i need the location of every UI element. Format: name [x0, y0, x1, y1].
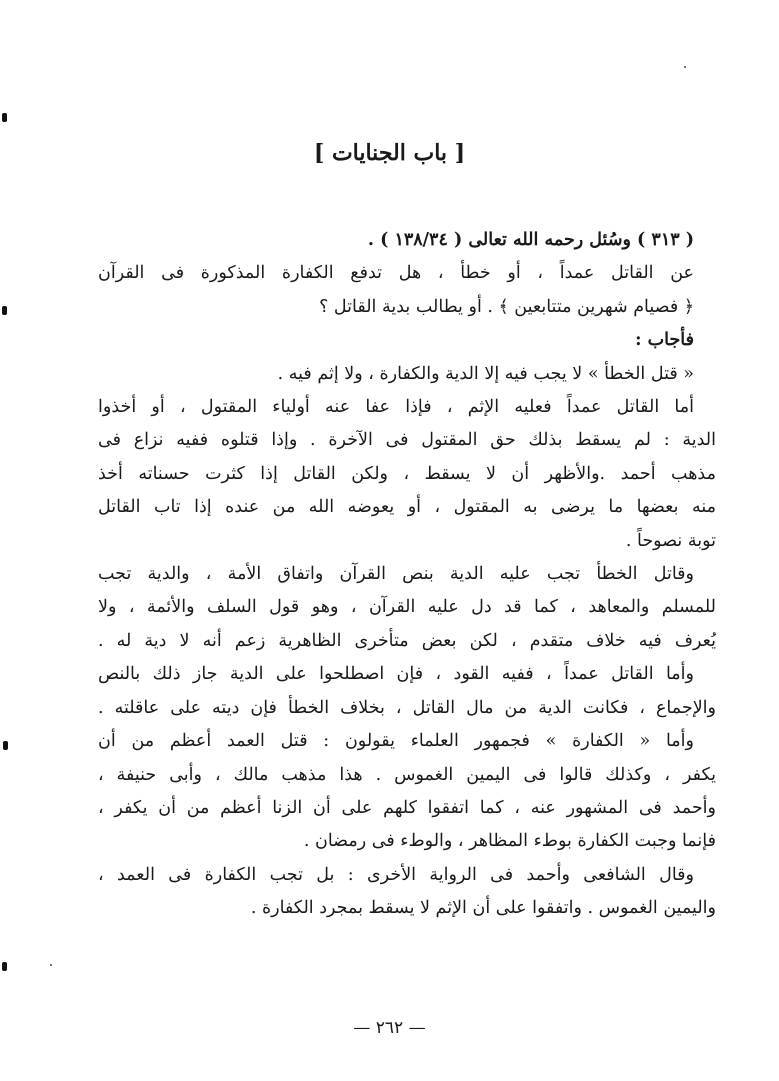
scan-mark	[2, 306, 7, 315]
question-heading: ( ٣١٣ ) وسُئل رحمه الله تعالى ( ١٣٨/٣٤ ) .	[367, 230, 694, 250]
answer-label: فأجاب :	[635, 330, 694, 351]
paragraph-line: يكفر ، وكذلك قالوا فى اليمين الغموس . هذا مذهب مالك ، وأبى حنيفة ،	[98, 764, 716, 785]
paragraph-line: توبة نصوحاً .	[625, 530, 716, 551]
paragraph-line: وأما « الكفارة » فجمهور العلماء يقولون : قتل العمد أعظم من أن	[98, 731, 694, 752]
paragraph-line: فإنما وجبت الكفارة بوطء المظاهر ، والوطء فى رمضان .	[303, 831, 716, 852]
paragraph-line: وأحمد فى المشهور عنه ، كما اتفقوا كلهم على أن الزنا أعظم من أن يكفر ،	[98, 797, 716, 818]
paragraph-line: واليمين الغموس . واتفقوا على أن الإثم لا يسقط بمجرد الكفارة .	[250, 898, 716, 919]
page-number: — ٢٦٢ —	[353, 1018, 426, 1038]
chapter-title: [ باب الجنايات ]	[313, 140, 466, 166]
paragraph-line: أما القاتل عمداً فعليه الإثم ، فإذا عفا عنه أولياء المقتول ، أو أخذوا	[98, 397, 694, 418]
paragraph-line: يُعرف فيه خلاف متقدم ، لكن بعض متأخرى الظاهرية زعم أنه لا دية له .	[98, 630, 716, 651]
paragraph-line: مذهب أحمد .والأظهر أن لا يسقط ، ولكن القاتل إذا كثرت حسناته أخذ	[98, 463, 716, 484]
question-line: عن القاتل عمداً ، أو خطأ ، هل تدفع الكفارة المذكورة فى القرآن	[98, 263, 694, 284]
scan-speck	[684, 66, 686, 68]
paragraph-line: وأما القاتل عمداً ، ففيه القود ، فإن اصطلحوا على الدية جاز ذلك بالنص	[98, 664, 694, 685]
body-text	[98, 224, 716, 926]
scan-speck	[50, 964, 52, 966]
paragraph-line: وقاتل الخطأ تجب عليه الدية بنص القرآن واتفاق الأمة ، والدية تجب	[98, 564, 694, 585]
paragraph-line: الدية : لم يسقط بذلك حق المقتول فى الآخرة . وإذا قتلوه ففيه نزاع فى	[98, 430, 716, 451]
scan-mark	[3, 741, 8, 750]
scan-mark	[2, 113, 7, 122]
paragraph-line: « قتل الخطأ » لا يجب فيه إلا الدية والكفارة ، ولا إثم فيه .	[277, 363, 694, 384]
question-line: ﴿ فصيام شهرين متتابعين ﴾ . أو يطالب بدية القاتل ؟	[319, 296, 694, 317]
paragraph-line: للمسلم والمعاهد ، كما قد دل عليه القرآن ، وهو قول السلف والأئمة ، ولا	[98, 597, 716, 618]
paragraph-line: منه بعضها ما يرضى به المقتول ، أو يعوضه الله من عنده إذا تاب القاتل	[98, 497, 716, 518]
paragraph-line: وقال الشافعى وأحمد فى الرواية الأخرى : بل تجب الكفارة فى العمد ،	[98, 864, 694, 885]
paragraph-line: والإجماع ، فكانت الدية من مال القاتل ، بخلاف الخطأ فإن ديته على عاقلته .	[98, 697, 716, 718]
scan-mark	[2, 962, 7, 971]
